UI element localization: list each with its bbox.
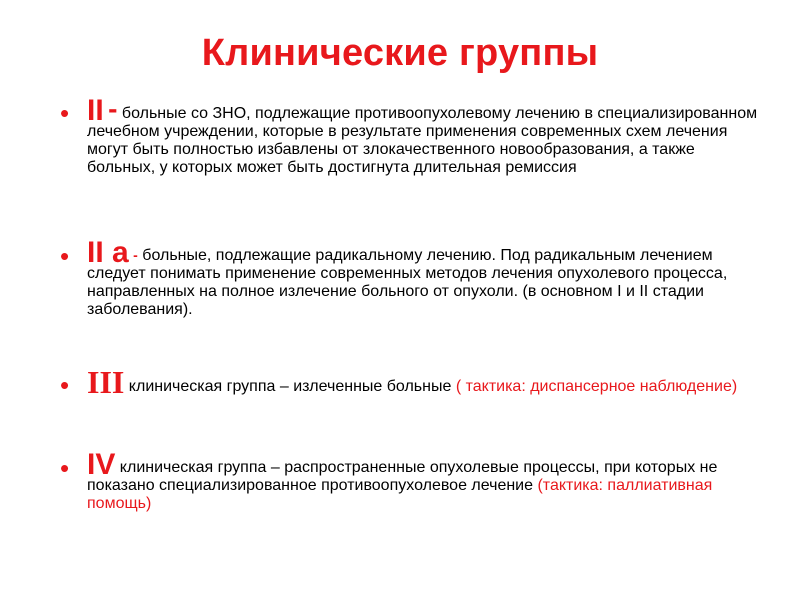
group-label: II xyxy=(87,94,104,127)
list-item-text xyxy=(87,236,767,319)
group-label: IV xyxy=(87,448,116,481)
list-item-text xyxy=(87,364,767,400)
slide-title: Клинические группы xyxy=(201,32,599,74)
label-separator: - xyxy=(108,93,118,124)
list-item-text xyxy=(87,448,767,513)
group-description: больные, подлежащие радикальному лечению. Под радикальным лечением следует понимать применение современных методов лечения опухолевого процесса, направленных на полное излечение больного от опухоли. (в основном I и II стадии заболевания). xyxy=(87,247,728,318)
group-description: клиническая группа – распространенные опухолевые процессы, при которых не показано специализированное противоопухолевое лечение xyxy=(87,459,718,494)
list-item-text xyxy=(87,93,767,177)
group-description: больные со ЗНО, подлежащие противоопухолевому лечению в специализированном лечебном учреждении, которые в результате применения современных схем лечения могут быть полностью избавлены от злокачественного новообразования, а также больных, у которых может быть достигнута длительная ремиссия xyxy=(87,105,758,176)
bullet-icon: • xyxy=(60,453,70,483)
group-label: II а xyxy=(87,236,129,269)
bullet-icon: • xyxy=(60,370,70,400)
group-description: клиническая группа – излеченные больные xyxy=(124,378,456,395)
label-separator: - xyxy=(133,247,138,263)
bullet-icon: • xyxy=(60,98,70,128)
group-tactic-note: (тактика: паллиативная помощь) xyxy=(87,477,713,512)
bullet-icon: • xyxy=(60,241,70,271)
group-label: III xyxy=(87,364,125,400)
group-tactic-note: ( тактика: диспансерное наблюдение) xyxy=(455,378,738,395)
